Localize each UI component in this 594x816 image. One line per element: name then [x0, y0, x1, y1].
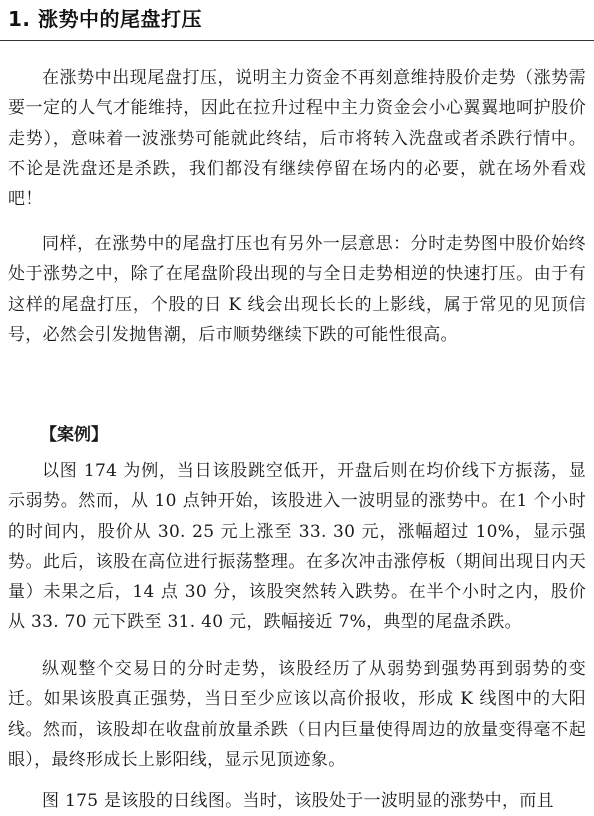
paragraph-1: 在涨势中出现尾盘打压，说明主力资金不再刻意维持股价走势（涨势需要一定的人气才能维持，因此在拉升过程中主力资金会小心翼翼地呵护股价走势），意味着一波涨势可能就此终结，后市将转入洗盘或者杀跌行情中。不论是洗盘还是杀跌，我们都没有继续停留在场内的必要，就在场外看戏吧！ — [8, 68, 586, 210]
paragraph-5: 图 175 是该股的日线图。当时，该股处于一波明显的涨势中，而且 — [42, 791, 554, 811]
case-label: 【案例】 — [40, 425, 108, 445]
paragraph-3: 以图 174 为例，当日该股跳空低开，开盘后则在均价线下方振荡，显示弱势。然而，从 10 点钟开始，该股进入一波明显的涨势中。在1 个小时的时间内，股价从 30. 25 元上涨至 33. 30 元，涨幅超过 10%，显示强势。此后，该股在高位进行振荡整理。在多次冲击涨停板（期间出现日内天量）未果之后，14 点 30 分，该股突然转入跌势。在半个小时之内，股价从 33. 70 元下跌至 31. 40 元，跌幅接近 7%，典型的尾盘杀跌。 — [8, 461, 586, 633]
heading-divider — [0, 40, 594, 41]
section-heading: 1. 涨势中的尾盘打压 — [8, 7, 202, 31]
paragraph-2: 同样，在涨势中的尾盘打压也有另外一层意思：分时走势图中股价始终处于涨势之中，除了在尾盘阶段出现的与全日走势相逆的快速打压。由于有这样的尾盘打压，个股的日 K 线会出现长长的上影线，属于常见的见顶信号，必然会引发抛售潮，后市顺势继续下跌的可能性很高。 — [8, 234, 586, 345]
paragraph-4: 纵观整个交易日的分时走势，该股经历了从弱势到强势再到弱势的变迁。如果该股真正强势，当日至少应该以高价报收，形成 K 线图中的大阳线。然而，该股却在收盘前放量杀跌（日内巨量使得周边的放量变得毫不起眼），最终形成长上影阳线，显示见顶迹象。 — [8, 659, 586, 770]
